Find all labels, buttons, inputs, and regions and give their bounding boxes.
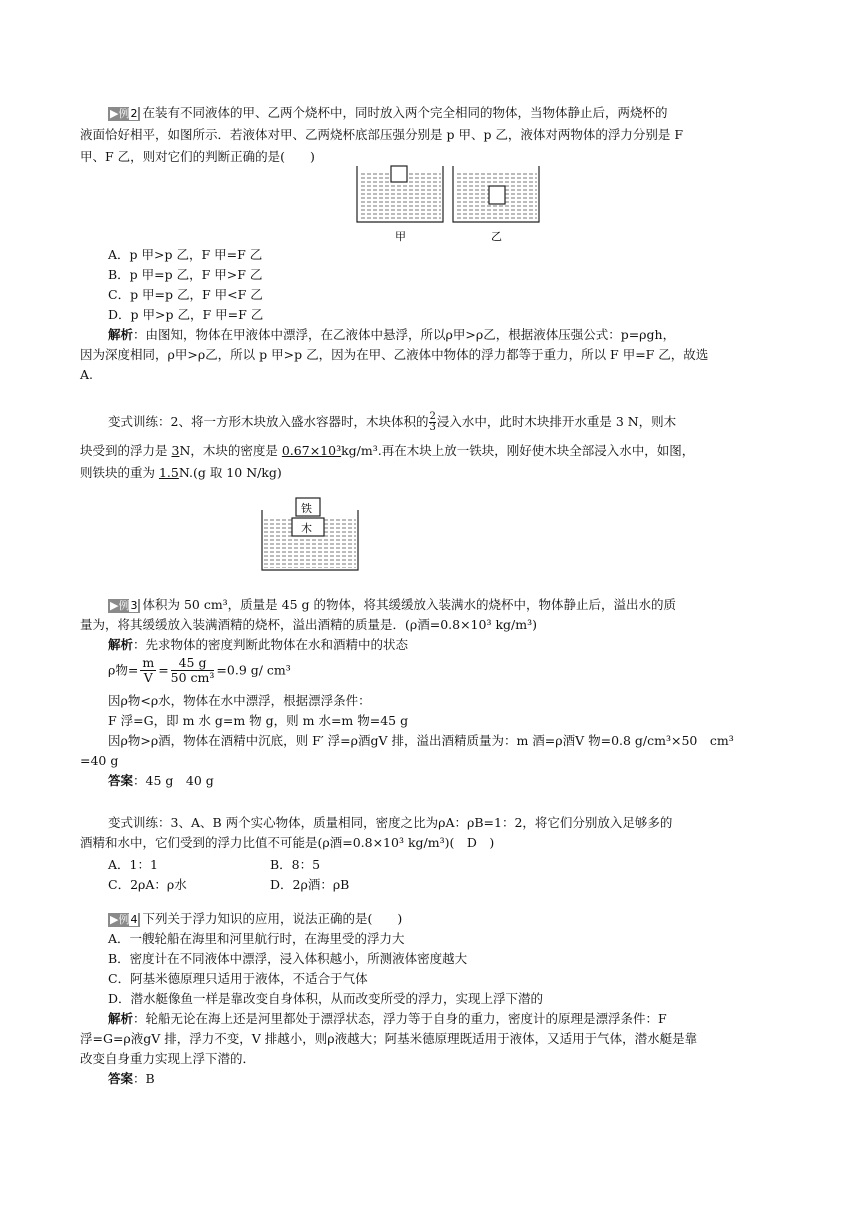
example-tag: ▶例3 <box>108 599 140 613</box>
answer-iron-weight: 1.5 <box>158 465 179 480</box>
figure-label-jia: 甲 <box>395 230 406 243</box>
ex2-analysis-line3: A. <box>80 367 94 382</box>
iron-label: 铁 <box>301 502 312 515</box>
figure-label-yi: 乙 <box>491 230 502 243</box>
ex2-analysis-line1: 解析：由图知，物体在甲液体中漂浮，在乙液体中悬浮，所以ρ甲>ρ乙，根据液体压强公式：p=ρgh， <box>108 327 676 342</box>
variant3-option-c: C．2ρA：ρ水 <box>108 877 187 892</box>
ex3-line-b: F 浮=G，即 m 水 g=m 物 g，则 m 水=m 物=45 g <box>108 713 409 728</box>
ex4-option-b: B．密度计在不同液体中漂浮，浸入体积越小，所测液体密度越大 <box>108 951 468 966</box>
ex2-option-a: A．p 甲>p 乙，F 甲=F 乙 <box>108 247 263 262</box>
example-tag: ▶例2 <box>108 107 140 121</box>
ex2-question-line2: 液面恰好相平，如图所示．若液体对甲、乙两烧杯底部压强分别是 p 甲、p 乙，液体对两物体的浮力分别是 F <box>80 127 684 142</box>
fraction-two-thirds: $\frac{2}{3}$ <box>429 411 436 433</box>
suspended-object <box>489 186 505 204</box>
variant3-option-a: A．1：1 <box>108 857 158 872</box>
floating-object <box>391 166 407 182</box>
beakers-figure <box>355 164 555 246</box>
variant3-option-d: D．2ρ酒：ρB <box>270 877 350 892</box>
ex3-line-d: =40 g <box>80 753 119 768</box>
ex3-line-a: 因ρ物<ρ水，物体在水中漂浮，根据漂浮条件： <box>108 693 371 708</box>
ex4-answer: 答案：B <box>108 1071 155 1086</box>
ex3-line-c: 因ρ物>ρ酒，物体在酒精中沉底，则 F′ 浮=ρ酒gV 排，溢出酒精质量为：m 酒=ρ酒V 物=0.8 g/cm³×50 cm³ <box>108 733 734 748</box>
beaker-yi <box>453 166 539 222</box>
ex3-analysis-line1: 解析：先求物体的密度判断此物体在水和酒精中的状态 <box>108 637 409 652</box>
wood-label: 木 <box>301 522 312 535</box>
ex4-option-c: C．阿基米德原理只适用于液体，不适合于气体 <box>108 971 368 986</box>
variant3-line1: 变式训练：3、A、B 两个实心物体，质量相同，密度之比为ρA：ρB=1：2，将它们分别放入足够多的 <box>108 815 673 830</box>
ex4-analysis-line1: 解析：轮船无论在海上还是河里都处于漂浮状态，浮力等于自身的重力，密度计的原理是漂浮条件：F <box>108 1011 667 1026</box>
ex4-option-d: D．潜水艇像鱼一样是靠改变自身体积，从而改变所受的浮力，实现上浮下潜的 <box>108 991 544 1006</box>
density-formula: ρ物= $\frac{m}{V}$ = $\frac{45 g}{\text{50 cm³}}$ =0.9 g/ cm³ <box>108 655 291 685</box>
variant3-option-b: B．8：5 <box>270 857 321 872</box>
ex2-option-d: D．p 甲>p 乙，F 甲=F 乙 <box>108 307 264 322</box>
wood-iron-figure <box>258 494 362 576</box>
ex3-question-line1: ▶例3 体积为 50 cm³，质量是 45 g 的物体，将其缓缓放入装满水的烧杯中，物体静止后，溢出水的质 <box>110 597 677 612</box>
beaker-jia <box>357 166 443 222</box>
example-tag: ▶例4 <box>108 913 140 927</box>
variant2-line2: 块受到的浮力是 3N，木块的密度是 0.67×10³kg/m³.再在木块上放一铁块，刚好使木块全部浸入水中，如图， <box>80 443 695 458</box>
ex2-question-line3: 甲、F 乙，则对它们的判断正确的是( ) <box>80 149 315 164</box>
variant3-line2: 酒精和水中，它们受到的浮力比值不可能是(ρ酒=0.8×10³ kg/m³)( D ) <box>80 835 495 850</box>
ex3-answer: 答案：45 g 40 g <box>108 773 214 788</box>
ex2-option-c: C．p 甲=p 乙，F 甲<F 乙 <box>108 287 263 302</box>
ex4-question-line1: ▶例4 下列关于浮力知识的应用，说法正确的是( ) <box>110 911 403 926</box>
ex3-question-line2: 量为，将其缓缓放入装满酒精的烧杯，溢出酒精的质量是．(ρ酒=0.8×10³ kg/m³) <box>80 617 537 632</box>
variant2-line3: 则铁块的重为 1.5N.(g 取 10 N/kg) <box>80 465 282 480</box>
variant2-line1: 变式训练：2、将一方形木块放入盛水容器时，木块体积的 $\frac{2}{3}$ 浸入水中，此时木块排开水重是 3 N，则木 <box>108 411 677 433</box>
answer-buoyancy: 3 <box>171 443 180 458</box>
ex4-option-a: A．一艘轮船在海里和河里航行时，在海里受的浮力大 <box>108 931 405 946</box>
ex2-option-b: B．p 甲=p 乙，F 甲>F 乙 <box>108 267 263 282</box>
ex2-analysis-line2: 因为深度相同，ρ甲>ρ乙，所以 p 甲>p 乙，因为在甲、乙液体中物体的浮力都等于重力，所以 F 甲=F 乙，故选 <box>80 347 709 362</box>
ex2-question-line1: ▶例2 在装有不同液体的甲、乙两个烧杯中，同时放入两个完全相同的物体，当物体静止后，两烧杯的 <box>110 105 668 120</box>
ex4-analysis-line2: 浮=G=ρ液gV 排，浮力不变，V 排越小，则ρ液越大；阿基米德原理既适用于液体，又适用于气体，潜水艇是靠 <box>80 1031 698 1046</box>
ex4-analysis-line3: 改变自身重力实现上浮下潜的． <box>80 1051 256 1066</box>
answer-density: 0.67×10³ <box>281 443 342 458</box>
